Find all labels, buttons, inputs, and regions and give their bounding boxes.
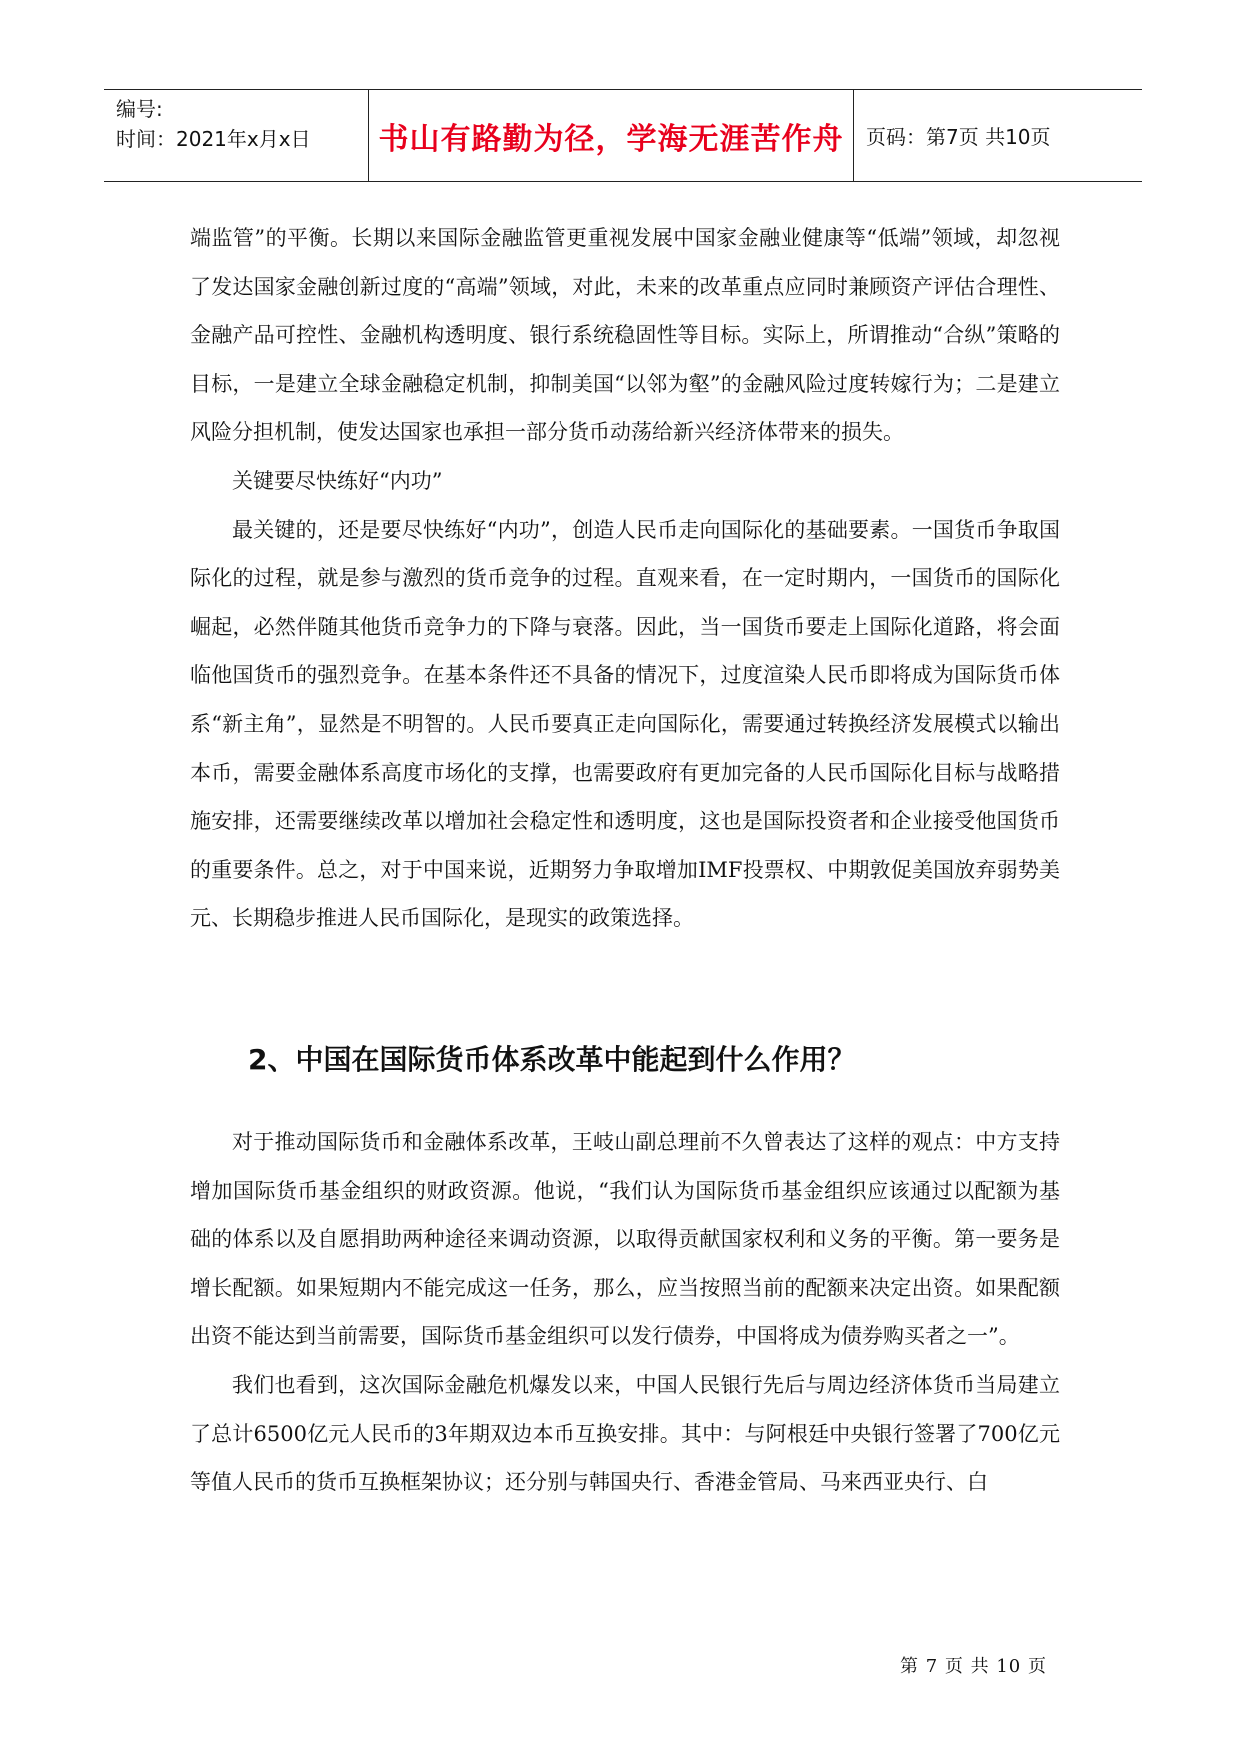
paragraph: 端监管”的平衡。长期以来国际金融监管更重视发展中国家金融业健康等“低端”领域，却忽视了发达国家金融创新过度的“高端”领域，对此，未来的改革重点应同时兼顾资产评估合理性、金融产品可控性、金融机构透明度、银行系统稳固性等目标。实际上，所谓推动“合纵”策略的目标，一是建立全球金融稳定机制，抑制美国“以邻为壑”的金融风险过度转嫁行为；二是建立风险分担机制，使发达国家也承担一部分货币动荡给新兴经济体带来的损失。	[190, 226, 1060, 445]
section-heading: 2、中国在国际货币体系改革中能起到什么作用？	[248, 1043, 856, 1076]
header-page-label: 页码：第7页 共10页	[866, 125, 1051, 149]
page-footer: 第 7 页 共 10 页	[900, 1656, 1047, 1677]
header-meta	[104, 90, 369, 181]
document-number-label: 编号:	[116, 97, 163, 121]
header-motto: 书山有路勤为径，学海无涯苦作舟	[369, 90, 854, 181]
subheading: 关键要尽快练好“内功”	[232, 468, 443, 493]
body-text-section-1	[190, 214, 1060, 943]
paragraph: 对于推动国际货币和金融体系改革，王岐山副总理前不久曾表达了这样的观点：中方支持增加国际货币基金组织的财政资源。他说，“我们认为国际货币基金组织应该通过以配额为基础的体系以及自愿捐助两种途径来调动资源，以取得贡献国家权利和义务的平衡。第一要务是增长配额。如果短期内不能完成这一任务，那么，应当按照当前的配额来决定出资。如果配额出资不能达到当前需要，国际货币基金组织可以发行债券，中国将成为债券购买者之一”。	[190, 1130, 1060, 1349]
paragraph: 最关键的，还是要尽快练好“内功”，创造人民币走向国际化的基础要素。一国货币争取国际化的过程，就是参与激烈的货币竞争的过程。直观来看，在一定时期内，一国货币的国际化崛起，必然伴随其他货币竞争力的下降与衰落。因此，当一国货币要走上国际化道路，将会面临他国货币的强烈竞争。在基本条件还不具备的情况下，过度渲染人民币即将成为国际货币体系“新主角”，显然是不明智的。人民币要真正走向国际化，需要通过转换经济发展模式以输出本币，需要金融体系高度市场化的支撑，也需要政府有更加完备的人民币国际化目标与战略措施安排，还需要继续改革以增加社会稳定性和透明度，这也是国际投资者和企业接受他国货币的重要条件。总之，对于中国来说，近期努力争取增加IMF投票权、中期敦促美国放弃弱势美元、长期稳步推进人民币国际化，是现实的政策选择。	[190, 517, 1060, 931]
page-header	[104, 89, 1142, 182]
body-text-section-2	[190, 1118, 1060, 1507]
document-time-label: 时间：2021年x月x日	[116, 127, 311, 151]
paragraph: 我们也看到，这次国际金融危机爆发以来，中国人民银行先后与周边经济体货币当局建立了总计6500亿元人民币的3年期双边本币互换安排。其中：与阿根廷中央银行签署了700亿元等值人民币的货币互换框架协议；还分别与韩国央行、香港金管局、马来西亚央行、白	[190, 1372, 1060, 1495]
